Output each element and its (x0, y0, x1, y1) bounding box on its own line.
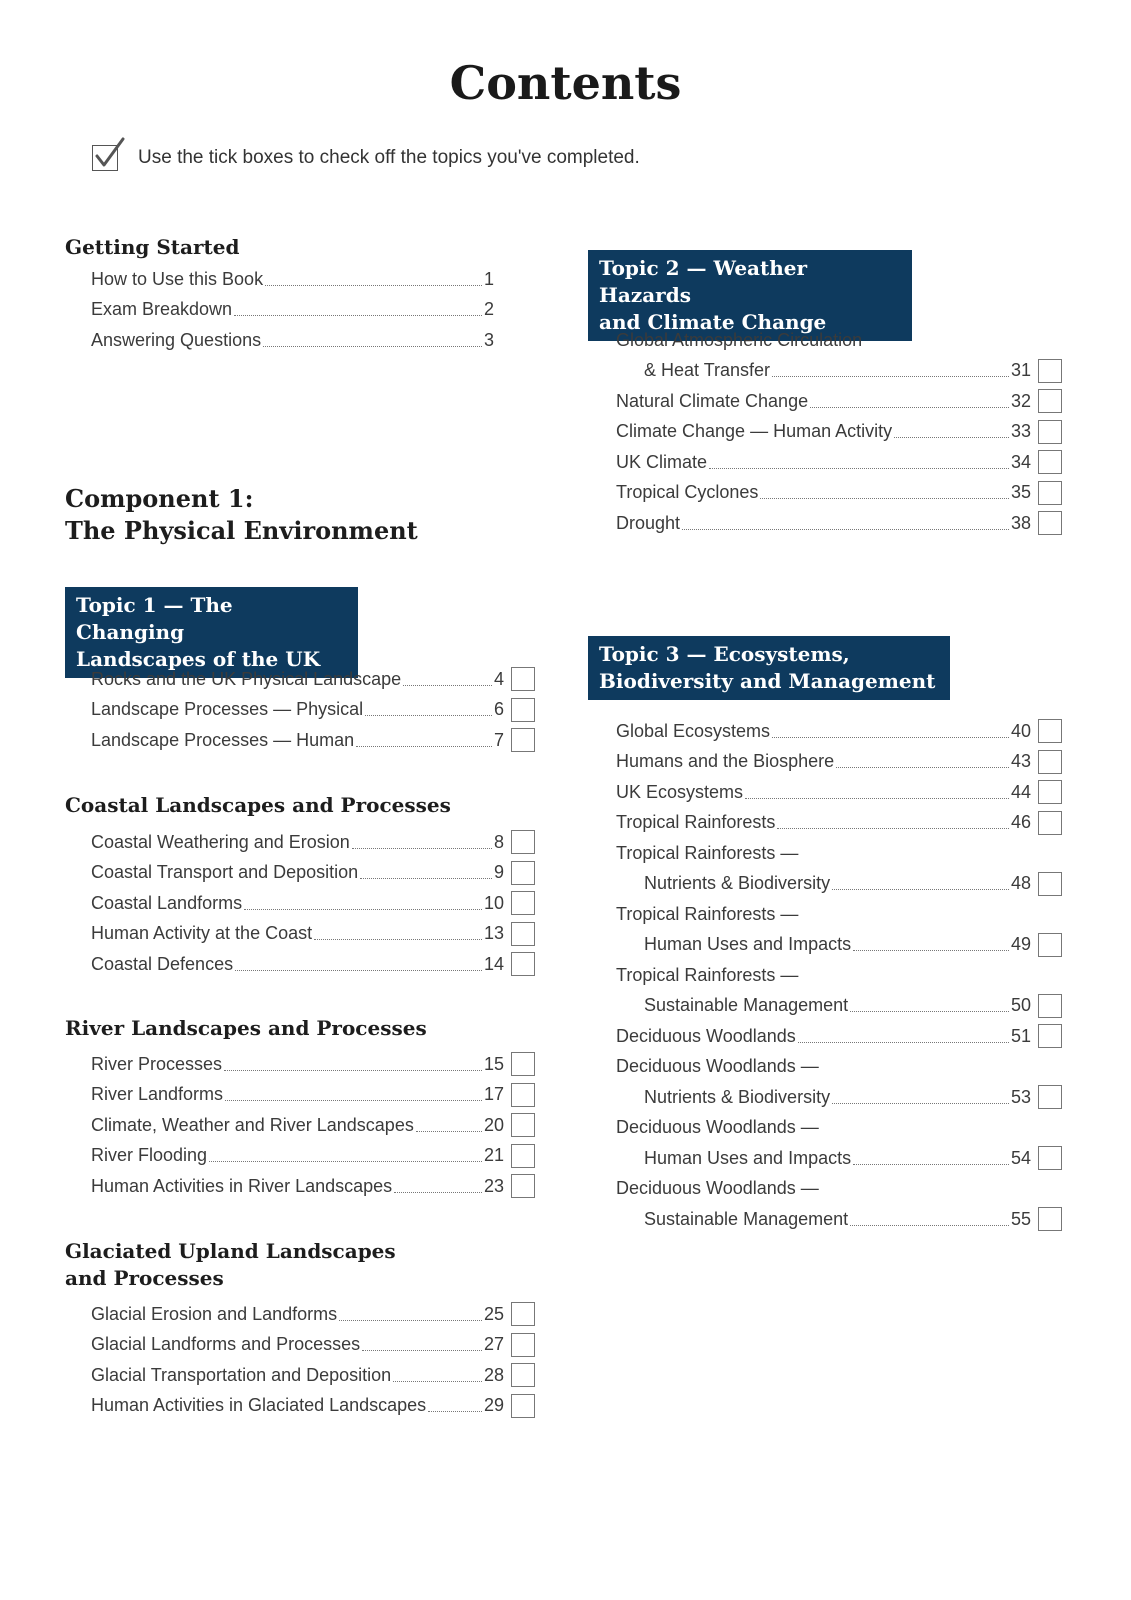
entry-page: 55 (1010, 1208, 1031, 1229)
entry-title: Landscape Processes — Human (91, 729, 355, 750)
entry-page: 28 (483, 1364, 504, 1385)
entry-page: 21 (483, 1145, 504, 1166)
entry-title: Landscape Processes — Physical (91, 699, 364, 720)
dot-leader (798, 1042, 1009, 1043)
entry-title: Human Uses and Impacts (644, 934, 852, 955)
glacial-heading-line2: and Processes (65, 1266, 224, 1290)
dot-leader (225, 1100, 482, 1101)
entry-title: Answering Questions (91, 329, 262, 350)
toc-entry[interactable] (91, 325, 494, 356)
toc-entry[interactable] (616, 386, 1062, 417)
entry-title: Rocks and the UK Physical Landscape (91, 668, 402, 689)
entry-page: 35 (1010, 482, 1031, 503)
toc-entry[interactable] (91, 664, 535, 695)
tick-box[interactable] (1038, 780, 1062, 804)
entry-page: 25 (483, 1303, 504, 1324)
toc-entry[interactable] (616, 447, 1062, 478)
dot-leader (832, 889, 1009, 890)
toc-entry[interactable] (616, 1082, 1062, 1113)
glacial-heading (65, 1238, 396, 1292)
tick-box[interactable] (1038, 389, 1062, 413)
tick-box[interactable] (511, 830, 535, 854)
entry-title: Human Uses and Impacts (644, 1147, 852, 1168)
dot-leader (682, 529, 1009, 530)
toc-entry[interactable] (91, 695, 535, 726)
tick-box[interactable] (511, 1113, 535, 1137)
toc-entry[interactable] (91, 725, 535, 756)
entry-page: 54 (1010, 1147, 1031, 1168)
tick-box[interactable] (511, 1394, 535, 1418)
entry-title: Sustainable Management (644, 1208, 849, 1229)
toc-entry[interactable] (616, 777, 1062, 808)
tick-box[interactable] (511, 1302, 535, 1326)
component-number: Component 1: (65, 484, 254, 513)
tick-box-icon (92, 145, 118, 171)
toc-entry[interactable] (91, 295, 494, 326)
check-mark-icon (91, 136, 127, 172)
dot-leader (365, 715, 492, 716)
toc-entry[interactable] (616, 808, 1062, 839)
dot-leader (393, 1381, 482, 1382)
entry-page: 43 (1010, 751, 1031, 772)
entry-page: 17 (483, 1084, 504, 1105)
tick-box[interactable] (511, 1174, 535, 1198)
tick-box[interactable] (1038, 872, 1062, 896)
toc-entry[interactable] (91, 1049, 535, 1080)
entry-page: 7 (493, 729, 504, 750)
entry-page: 40 (1010, 720, 1031, 741)
entry-title: Nutrients & Biodiversity (644, 1086, 831, 1107)
entry-title: River Flooding (91, 1145, 208, 1166)
tick-box[interactable] (511, 922, 535, 946)
dot-leader (339, 1320, 482, 1321)
dot-leader (709, 468, 1009, 469)
dot-leader (356, 746, 492, 747)
topic-2-list (616, 325, 1062, 539)
intro-note (92, 140, 640, 176)
dot-leader (244, 909, 482, 910)
tick-box[interactable] (511, 1083, 535, 1107)
entry-title: UK Ecosystems (616, 781, 744, 802)
tick-box[interactable] (511, 952, 535, 976)
entry-page: 50 (1010, 995, 1031, 1016)
intro-text: Use the tick boxes to check off the topics you've completed. (138, 147, 640, 168)
entry-page: 2 (483, 299, 494, 320)
dot-leader (235, 970, 482, 971)
tick-box[interactable] (1038, 450, 1062, 474)
dot-leader (853, 1164, 1009, 1165)
dot-leader (265, 285, 482, 286)
entry-title: Coastal Defences (91, 953, 234, 974)
coastal-heading: Coastal Landscapes and Processes (65, 793, 451, 817)
tick-box[interactable] (1038, 420, 1062, 444)
topic-3-list (616, 716, 1062, 1235)
entry-title-line1: Tropical Rainforests — (616, 842, 799, 863)
entry-title: Deciduous Woodlands (616, 1025, 796, 1046)
entry-title-line1: Tropical Rainforests — (616, 964, 799, 985)
entry-title-line1: Deciduous Woodlands — (616, 1056, 819, 1077)
entry-page: 34 (1010, 451, 1031, 472)
entry-title: Glacial Landforms and Processes (91, 1334, 361, 1355)
entry-title: Exam Breakdown (91, 299, 233, 320)
toc-entry[interactable] (616, 1143, 1062, 1174)
river-list (91, 1049, 535, 1202)
tick-box[interactable] (511, 861, 535, 885)
toc-entry[interactable] (91, 1330, 535, 1361)
entry-page: 10 (483, 892, 504, 913)
tick-box[interactable] (1038, 1085, 1062, 1109)
entry-page: 29 (483, 1395, 504, 1416)
toc-entry[interactable] (91, 1360, 535, 1391)
entry-page: 53 (1010, 1086, 1031, 1107)
toc-entry[interactable] (91, 1110, 535, 1141)
dot-leader (760, 498, 1009, 499)
entry-page: 44 (1010, 781, 1031, 802)
dot-leader (832, 1103, 1009, 1104)
dot-leader (362, 1350, 482, 1351)
getting-started-heading: Getting Started (65, 235, 240, 259)
dot-leader (209, 1161, 482, 1162)
tick-box[interactable] (1038, 933, 1062, 957)
entry-page: 32 (1010, 390, 1031, 411)
toc-entry[interactable] (91, 264, 494, 295)
entry-page: 48 (1010, 873, 1031, 894)
topic-1-title-line1: Topic 1 — The Changing (76, 593, 233, 644)
entry-title: Coastal Transport and Deposition (91, 862, 359, 883)
toc-entry[interactable] (91, 827, 535, 858)
entry-title: Coastal Weathering and Erosion (91, 831, 350, 852)
entry-title-line1: Global Atmospheric Circulation (616, 329, 863, 350)
toc-entry[interactable] (91, 919, 535, 950)
component-heading (65, 483, 418, 547)
tick-box[interactable] (511, 728, 535, 752)
toc-entry[interactable] (91, 858, 535, 889)
entry-page: 46 (1010, 812, 1031, 833)
tick-box[interactable] (511, 1052, 535, 1076)
entry-title: Tropical Rainforests (616, 812, 776, 833)
entry-page: 33 (1010, 421, 1031, 442)
topic-3-banner (588, 636, 950, 700)
dot-leader (850, 1011, 1009, 1012)
entry-page: 6 (493, 699, 504, 720)
dot-leader (850, 1225, 1009, 1226)
entry-page: 31 (1010, 360, 1031, 381)
topic-3-title-line2: Biodiversity and Management (599, 669, 936, 693)
dot-leader (810, 407, 1009, 408)
dot-leader (745, 798, 1009, 799)
page-title: Contents (449, 56, 682, 110)
tick-box[interactable] (1038, 750, 1062, 774)
entry-title: Human Activities in River Landscapes (91, 1175, 393, 1196)
entry-title: Glacial Erosion and Landforms (91, 1303, 338, 1324)
topic-2-title-line2: and Climate Change (599, 310, 827, 334)
entry-page: 8 (493, 831, 504, 852)
tick-box[interactable] (511, 1333, 535, 1357)
tick-box[interactable] (1038, 481, 1062, 505)
entry-title-line1: Tropical Rainforests — (616, 903, 799, 924)
dot-leader (403, 685, 492, 686)
dot-leader (314, 939, 482, 940)
entry-title-line1: Deciduous Woodlands — (616, 1117, 819, 1138)
dot-leader (853, 950, 1009, 951)
dot-leader (777, 828, 1009, 829)
dot-leader (394, 1192, 482, 1193)
toc-entry[interactable] (616, 478, 1062, 509)
coastal-list (91, 827, 535, 980)
entry-page: 4 (493, 668, 504, 689)
toc-entry[interactable] (616, 991, 1062, 1022)
toc-entry[interactable] (616, 508, 1062, 539)
dot-leader (836, 767, 1009, 768)
toc-entry[interactable] (91, 1141, 535, 1172)
getting-started-list (91, 264, 494, 356)
entry-page: 51 (1010, 1025, 1031, 1046)
entry-page: 3 (483, 329, 494, 350)
entry-page: 38 (1010, 512, 1031, 533)
entry-title: Climate, Weather and River Landscapes (91, 1114, 414, 1135)
entry-title: Natural Climate Change (616, 390, 809, 411)
dot-leader (772, 737, 1009, 738)
toc-entry[interactable] (91, 949, 535, 980)
entry-title: Nutrients & Biodiversity (644, 873, 831, 894)
tick-box[interactable] (1038, 994, 1062, 1018)
river-heading: River Landscapes and Processes (65, 1016, 427, 1040)
entry-page: 14 (483, 953, 504, 974)
tick-box[interactable] (511, 667, 535, 691)
tick-box[interactable] (511, 891, 535, 915)
toc-entry[interactable] (91, 888, 535, 919)
dot-leader (234, 315, 482, 316)
entry-title: Human Activity at the Coast (91, 923, 313, 944)
entry-title: River Landforms (91, 1084, 224, 1105)
entry-title: Climate Change — Human Activity (616, 421, 893, 442)
entry-title: Human Activities in Glaciated Landscapes (91, 1395, 427, 1416)
entry-page: 23 (483, 1175, 504, 1196)
topic-1-list (91, 664, 535, 756)
toc-entry[interactable] (616, 716, 1062, 747)
entry-page: 15 (483, 1053, 504, 1074)
toc-entry[interactable] (616, 747, 1062, 778)
toc-entry[interactable] (91, 1299, 535, 1330)
toc-entry[interactable] (616, 356, 1062, 387)
toc-entry[interactable] (91, 1391, 535, 1422)
entry-page: 27 (483, 1334, 504, 1355)
dot-leader (224, 1070, 482, 1071)
tick-box[interactable] (1038, 719, 1062, 743)
toc-entry[interactable] (616, 1204, 1062, 1235)
entry-title: River Processes (91, 1053, 223, 1074)
dot-leader (894, 437, 1009, 438)
tick-box[interactable] (1038, 1207, 1062, 1231)
tick-box[interactable] (1038, 1024, 1062, 1048)
toc-entry[interactable] (616, 930, 1062, 961)
entry-title: Humans and the Biosphere (616, 751, 835, 772)
entry-page: 20 (483, 1114, 504, 1135)
entry-title: Coastal Landforms (91, 892, 243, 913)
tick-box[interactable] (1038, 811, 1062, 835)
toc-entry[interactable] (91, 1171, 535, 1202)
entry-title: Glacial Transportation and Deposition (91, 1364, 392, 1385)
tick-box[interactable] (1038, 511, 1062, 535)
toc-entry[interactable] (616, 1021, 1062, 1052)
entry-title: & Heat Transfer (644, 360, 771, 381)
dot-leader (352, 848, 492, 849)
toc-entry[interactable] (616, 869, 1062, 900)
tick-box[interactable] (511, 1363, 535, 1387)
entry-page: 9 (493, 862, 504, 883)
topic-3-title-line1: Topic 3 — Ecosystems, (599, 642, 850, 666)
dot-leader (360, 878, 492, 879)
dot-leader (263, 346, 482, 347)
entry-page: 13 (483, 923, 504, 944)
topic-2-title-line1: Topic 2 — Weather Hazards (599, 256, 808, 307)
tick-box[interactable] (1038, 359, 1062, 383)
tick-box[interactable] (511, 698, 535, 722)
toc-entry[interactable] (91, 1080, 535, 1111)
entry-title: UK Climate (616, 451, 708, 472)
entry-title-line1: Deciduous Woodlands — (616, 1178, 819, 1199)
glacial-heading-line1: Glaciated Upland Landscapes (65, 1239, 396, 1263)
tick-box[interactable] (511, 1144, 535, 1168)
dot-leader (772, 376, 1009, 377)
entry-title: How to Use this Book (91, 268, 264, 289)
entry-page: 49 (1010, 934, 1031, 955)
dot-leader (416, 1131, 482, 1132)
entry-title: Global Ecosystems (616, 720, 771, 741)
entry-title: Drought (616, 512, 681, 533)
component-title: The Physical Environment (65, 516, 418, 545)
tick-box[interactable] (1038, 1146, 1062, 1170)
entry-title: Sustainable Management (644, 995, 849, 1016)
topic-1-title-line2: Landscapes of the UK (76, 647, 321, 671)
entry-title: Tropical Cyclones (616, 482, 759, 503)
entry-page: 1 (483, 268, 494, 289)
dot-leader (428, 1411, 482, 1412)
toc-entry[interactable] (616, 417, 1062, 448)
glacial-list (91, 1299, 535, 1421)
